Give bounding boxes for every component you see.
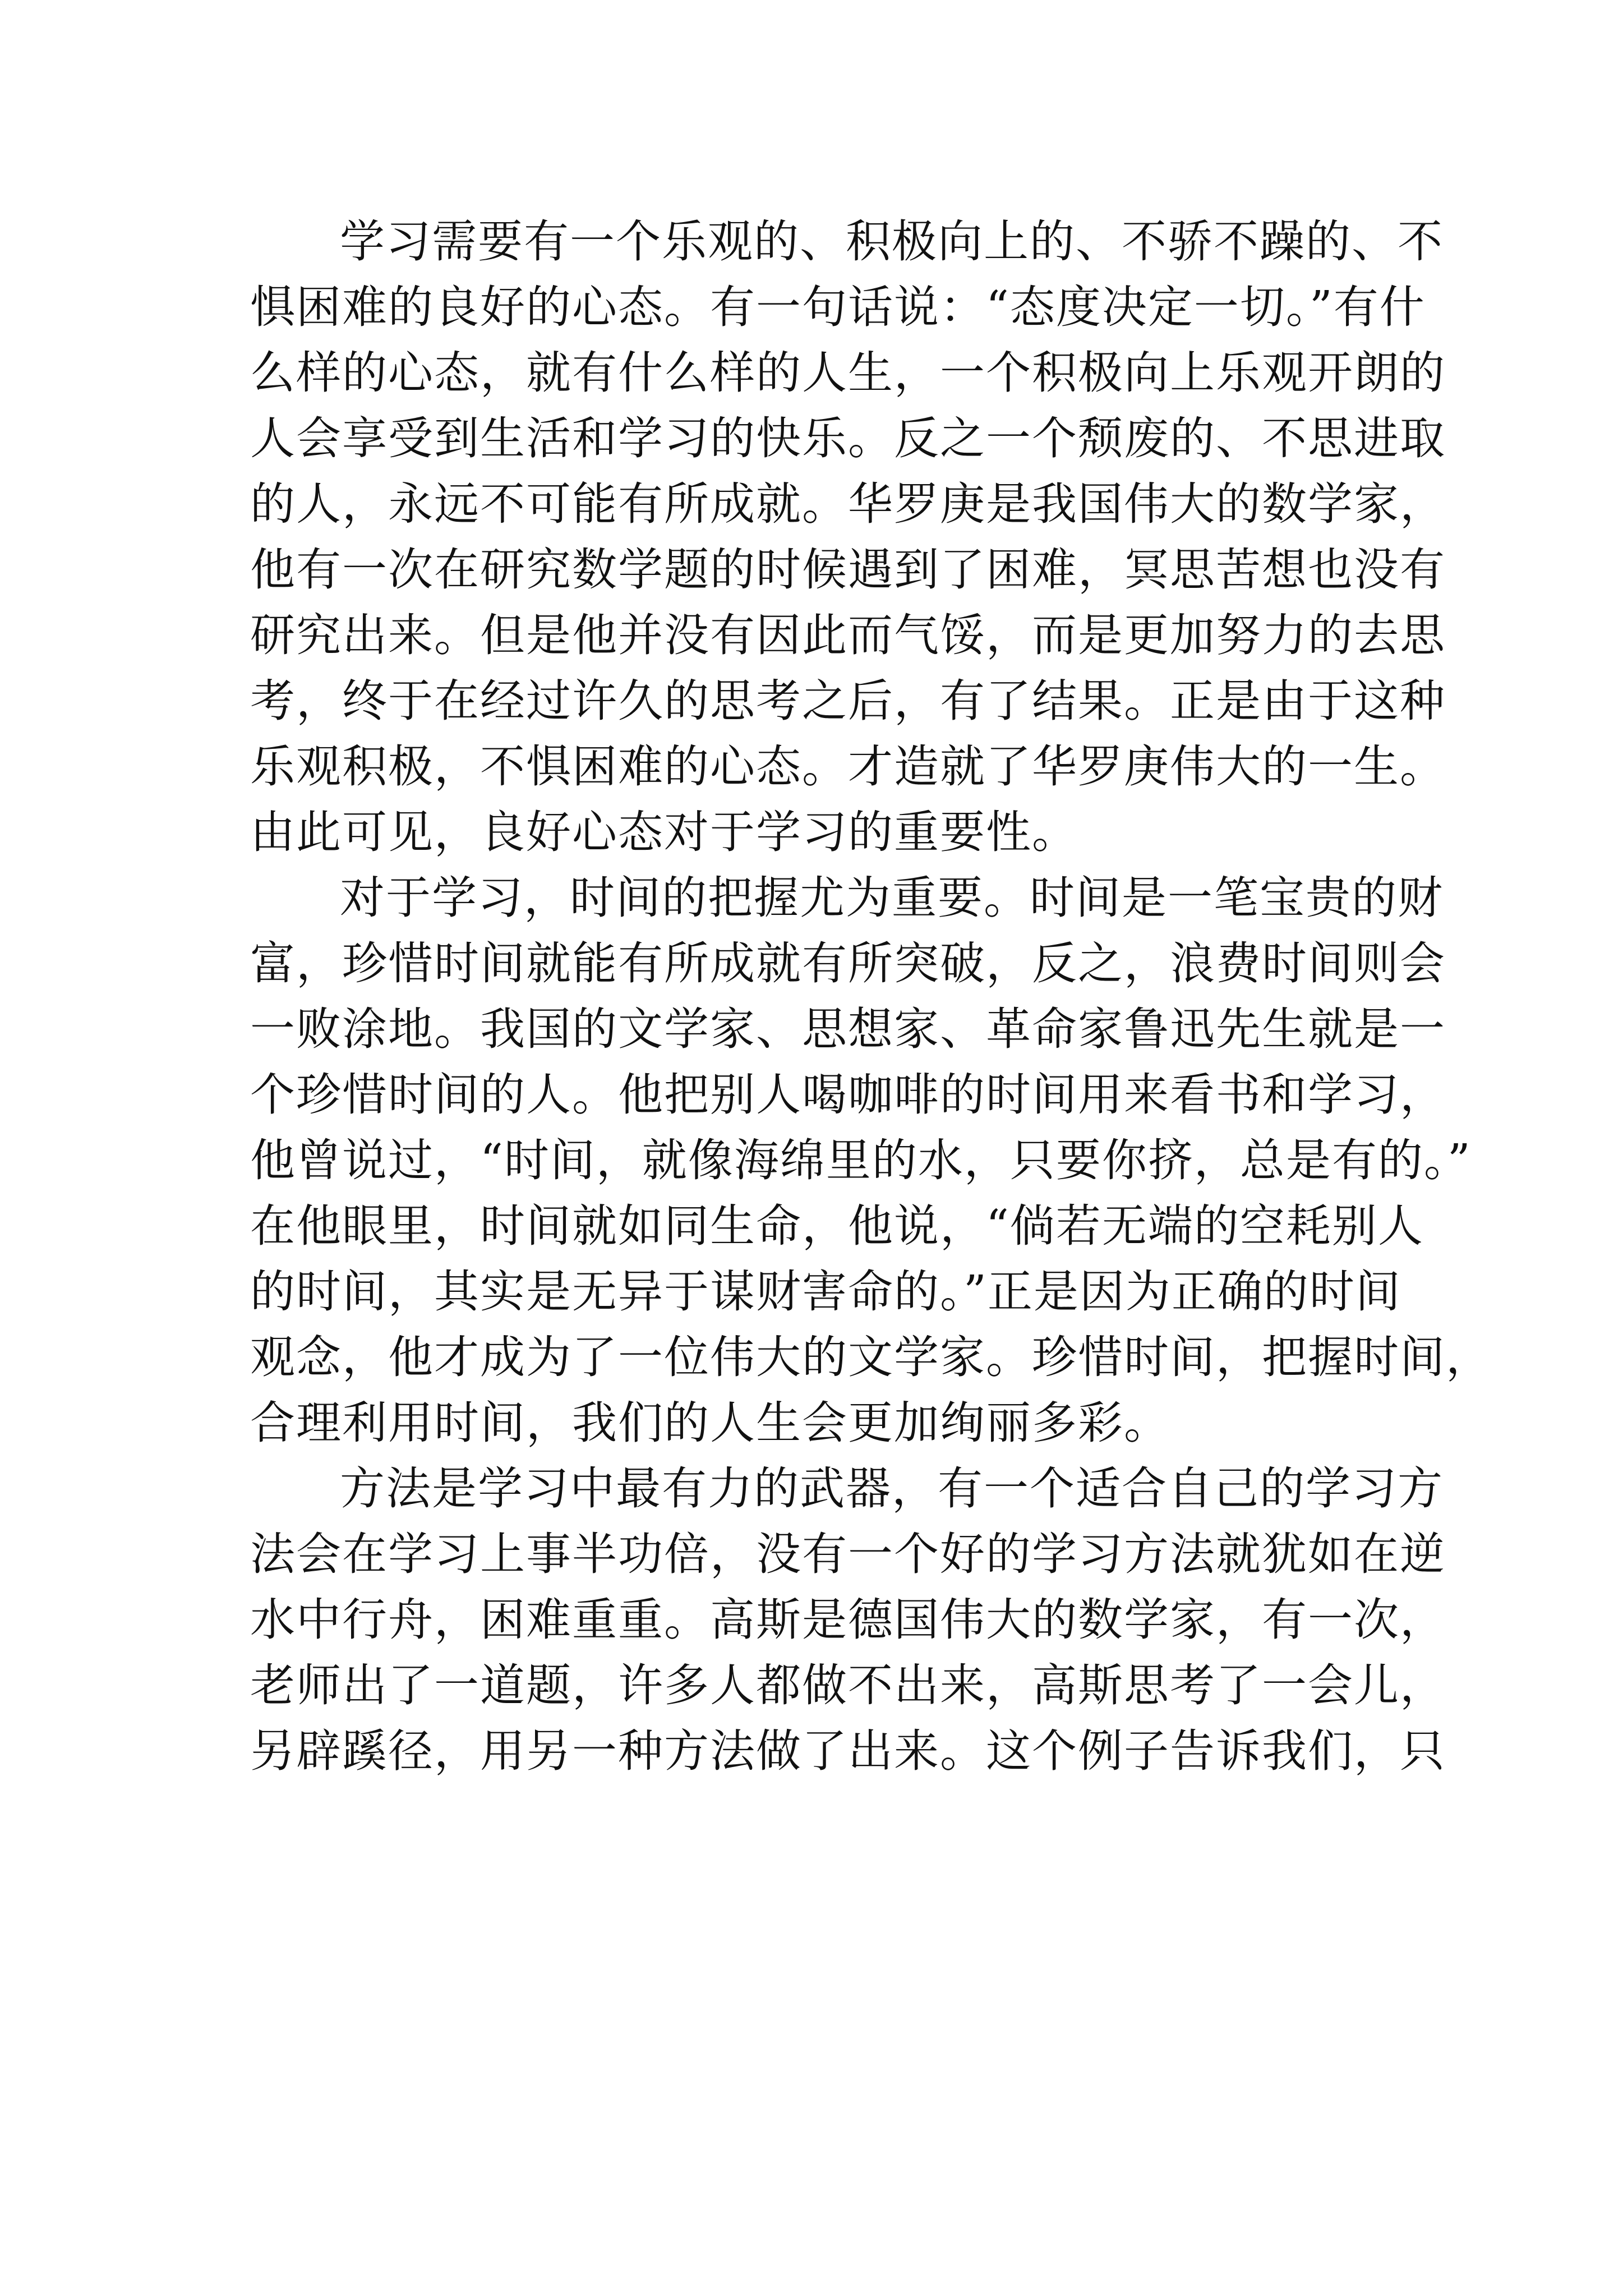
text-line: 的时间，其实是无异于谋财害命的。”正是因为正确的时间 (250, 1266, 1401, 1318)
text-line: 研究出来。但是他并没有因此而气馁，而是更加努力的去思 (250, 609, 1446, 661)
text-line: 一败涂地。我国的文学家、思想家、革命家鲁迅先生就是一 (250, 1003, 1446, 1055)
text-line: 老师出了一道题，许多人都做不出来，高斯思考了一会儿， (250, 1659, 1446, 1711)
text-line: 另辟蹊径，用另一种方法做了出来。这个例子告诉我们，只 (250, 1725, 1446, 1777)
text-line: 观念，他才成为了一位伟大的文学家。珍惜时间，把握时间， (250, 1331, 1492, 1383)
text-line: 惧困难的良好的心态。有一句话说：“态度决定一切。”有什 (250, 281, 1426, 333)
text-line: 个珍惜时间的人。他把别人喝咖啡的时间用来看书和学习， (250, 1069, 1446, 1121)
text-line: 方法是学习中最有力的武器，有一个适合自己的学习方 (340, 1462, 1444, 1515)
text-line: 么样的心态，就有什么样的人生，一个积极向上乐观开朗的 (250, 347, 1446, 399)
text-line: 富，珍惜时间就能有所成就有所突破，反之，浪费时间则会 (250, 937, 1446, 990)
text-line: 的人，永远不可能有所成就。华罗庚是我国伟大的数学家， (250, 478, 1446, 530)
body-text (250, 209, 1492, 1784)
text-line: 乐观积极，不惧困难的心态。才造就了华罗庚伟大的一生。 (250, 740, 1446, 793)
text-line: 考，终于在经过许久的思考之后，有了结果。正是由于这种 (250, 675, 1446, 727)
text-line: 法会在学习上事半功倍，没有一个好的学习方法就犹如在逆 (250, 1528, 1446, 1580)
text-line: 他曾说过，“时间，就像海绵里的水，只要你挤，总是有的。” (250, 1134, 1472, 1186)
text-line: 合理利用时间，我们的人生会更加绚丽多彩。 (250, 1397, 1170, 1449)
text-line: 对于学习，时间的把握尤为重要。时间是一笔宝贵的财 (340, 872, 1444, 924)
text-line: 水中行舟，困难重重。高斯是德国伟大的数学家，有一次， (250, 1594, 1446, 1646)
text-line: 学习需要有一个乐观的、积极向上的、不骄不躁的、不 (340, 215, 1444, 268)
text-line: 人会享受到生活和学习的快乐。反之一个颓废的、不思进取 (250, 412, 1446, 464)
text-line: 在他眼里，时间就如同生命，他说，“倘若无端的空耗别人 (250, 1200, 1424, 1252)
text-line: 他有一次在研究数学题的时候遇到了困难，冥思苦想也没有 (250, 544, 1446, 596)
text-line: 由此可见，良好心态对于学习的重要性。 (250, 806, 1078, 858)
